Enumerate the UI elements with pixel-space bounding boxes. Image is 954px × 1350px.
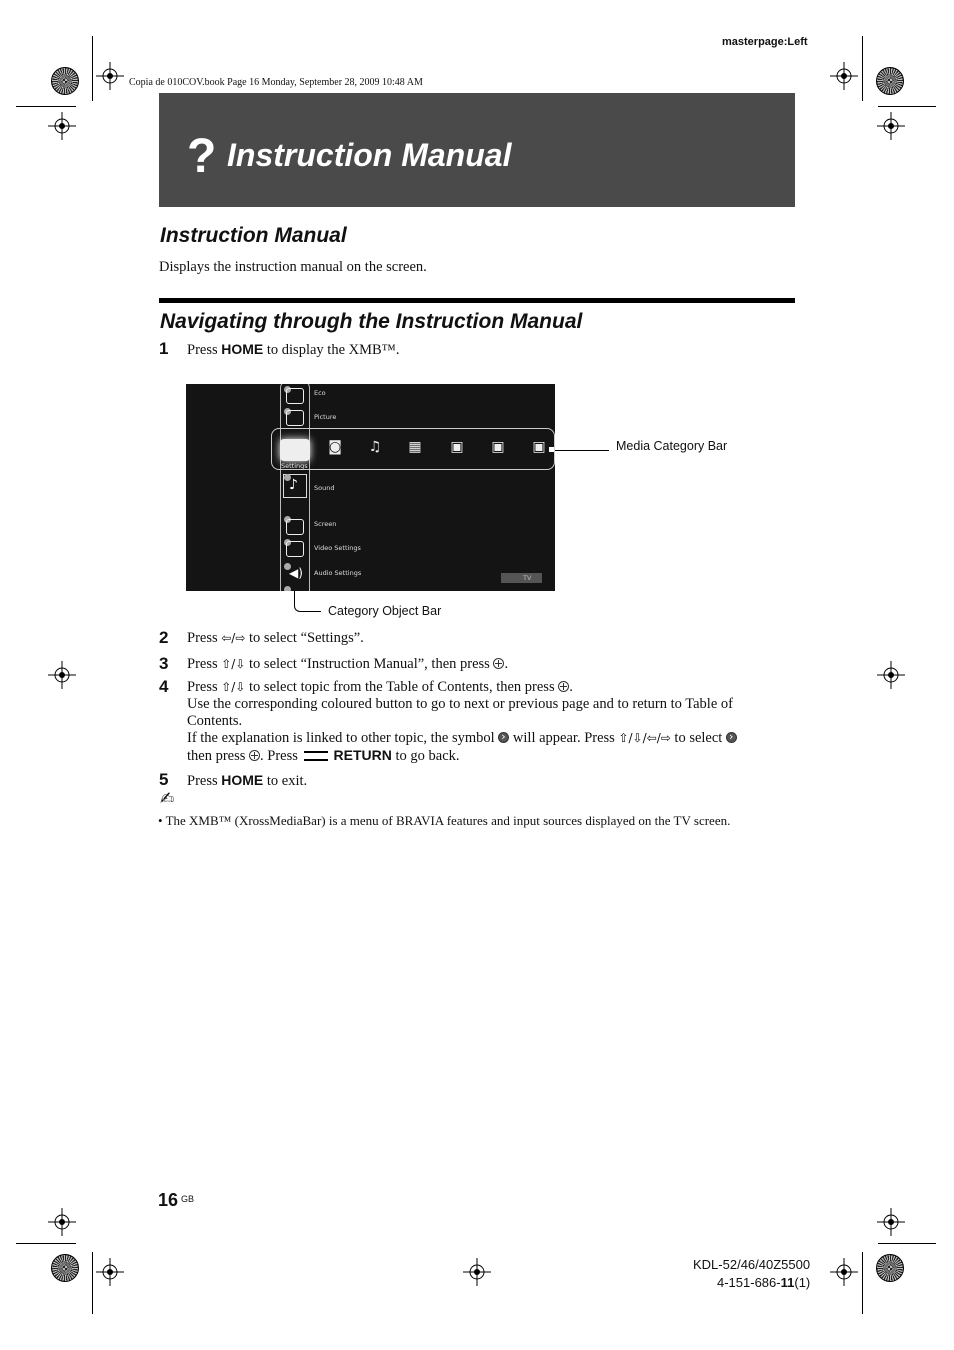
print-info: Copia de 010COV.book Page 16 Monday, September 28, 2009 10:48 AM [129, 77, 423, 88]
step-text: to select topic from the Table of Contents, then press [245, 679, 559, 695]
xmb-label-eco: Eco [314, 389, 326, 397]
eco-icon [286, 388, 304, 404]
step-text: to go back. [391, 748, 460, 764]
callout-line-media [555, 450, 609, 451]
screen-icon [286, 519, 304, 535]
callout-line-object [294, 591, 321, 612]
registration-mark-icon [96, 62, 124, 90]
left-right-arrows-icon: ⇦/⇨ [221, 631, 246, 645]
callout-category-object-bar: Category Object Bar [328, 604, 442, 618]
section-heading-navigating: Navigating through the Instruction Manual [160, 310, 583, 333]
part-code-suffix: (1) [794, 1275, 811, 1290]
return-arrow-icon [304, 751, 328, 761]
step-5-text [187, 772, 307, 790]
model-number: KDL-52/46/40Z5500 [693, 1257, 811, 1272]
color-rosette-icon [51, 1254, 79, 1282]
step-number: 3 [159, 654, 169, 673]
step-text: will appear. Press [509, 730, 619, 746]
step-4-text [187, 679, 799, 765]
object-dot-icon [284, 586, 291, 591]
registration-mark-icon [830, 62, 858, 90]
section-divider [159, 298, 795, 303]
xmb-screenshot [186, 384, 555, 591]
color-rosette-icon [876, 1254, 904, 1282]
step-number: 5 [159, 770, 169, 789]
xmb-label-picture: Picture [314, 413, 337, 421]
link-symbol-icon [498, 732, 509, 743]
xmb-label-screen: Screen [314, 520, 337, 528]
callout-media-category-bar: Media Category Bar [616, 439, 728, 453]
note-text: • The XMB™ (XrossMediaBar) is a menu of BRAVIA features and input sources displayed on the TV screen. [158, 813, 731, 828]
step-text: If the explanation is linked to other topic, the symbol [187, 730, 499, 746]
step-text: to select “Settings”. [245, 630, 364, 646]
step-number: 1 [159, 339, 169, 358]
settings-toolbox-icon [280, 439, 310, 461]
registration-mark-icon [877, 1208, 905, 1236]
home-button-label: HOME [221, 772, 264, 788]
title-banner [159, 93, 795, 207]
masterpage-label: masterpage:Left [722, 36, 808, 48]
step-text: Press [187, 342, 222, 358]
page-number [158, 1190, 194, 1211]
speaker-icon: ◀) [289, 566, 303, 580]
sound-note-icon: ♪ [289, 477, 298, 493]
step-number: 4 [159, 677, 169, 696]
link-symbol-icon [726, 732, 737, 743]
tv-input-badge [501, 573, 542, 583]
part-code [717, 1275, 810, 1290]
step-text: then press [187, 748, 250, 764]
enter-button-icon [249, 750, 260, 761]
video-settings-icon [286, 541, 304, 557]
registration-mark-icon [463, 1258, 491, 1286]
digital-tv-icon: ▣ [450, 439, 464, 455]
step-text: . Press [260, 748, 302, 764]
xmb-label-video-settings: Video Settings [314, 544, 361, 552]
registration-mark-icon [877, 112, 905, 140]
step-text: to display the XMB™. [263, 342, 400, 358]
step-text: to exit. [263, 773, 308, 789]
registration-mark-icon [96, 1258, 124, 1286]
registration-mark-icon [48, 1208, 76, 1236]
part-code-prefix: 4-151-686- [717, 1275, 781, 1290]
question-mark-icon: ? [187, 130, 217, 183]
music-note-icon: ♫ [368, 439, 382, 455]
registration-mark-icon [48, 112, 76, 140]
xmb-label-settings: Settings [281, 462, 308, 470]
registration-mark-icon [48, 661, 76, 689]
color-rosette-icon [51, 67, 79, 95]
color-rosette-icon [876, 67, 904, 95]
up-down-arrows-icon: ⇧/⇩ [221, 680, 246, 694]
step-text: Contents. [187, 713, 243, 729]
xmb-label-sound: Sound [314, 484, 335, 492]
satellite-tv-icon: ▣ [491, 439, 505, 455]
page-number-value: 16 [158, 1190, 179, 1210]
step-text: Press [187, 630, 222, 646]
four-way-arrows-icon: ⇧/⇩/⇦/⇨ [618, 731, 671, 745]
registration-mark-icon [877, 661, 905, 689]
return-button-label: RETURN [333, 747, 392, 763]
step-text: to select “Instruction Manual”, then press [245, 656, 494, 672]
step-text: Press [187, 679, 222, 695]
video-film-icon: ▦ [408, 439, 422, 455]
step-2-text [187, 630, 364, 647]
step-text: Press [187, 656, 222, 672]
part-code-revision: 11 [780, 1275, 795, 1290]
photo-camera-icon: ◙ [328, 439, 342, 455]
section-description: Displays the instruction manual on the screen. [159, 259, 427, 275]
enter-button-icon [493, 658, 504, 669]
step-text: Press [187, 773, 222, 789]
page-suffix: GB [181, 1194, 195, 1204]
analog-tv-icon: ▣ [532, 439, 546, 455]
note-pen-icon: ✍ [160, 789, 175, 809]
step-3-text [187, 656, 508, 673]
step-text: to select [670, 730, 726, 746]
picture-icon [286, 410, 304, 426]
step-number: 2 [159, 628, 169, 647]
step-text: . [569, 679, 573, 695]
enter-button-icon [558, 681, 569, 692]
page-title: Instruction Manual [227, 137, 512, 173]
xmb-label-audio-settings: Audio Settings [314, 569, 362, 577]
tv-input-label: TV [523, 574, 532, 582]
callout-dot [549, 447, 554, 452]
up-down-arrows-icon: ⇧/⇩ [221, 657, 246, 671]
registration-mark-icon [830, 1258, 858, 1286]
home-button-label: HOME [221, 341, 264, 357]
step-text: . [504, 656, 509, 672]
section-heading-instruction-manual: Instruction Manual [160, 224, 347, 247]
step-1-text [187, 341, 400, 359]
step-text: Use the corresponding coloured button to go to next or previous page and to return to Table of [187, 696, 733, 712]
